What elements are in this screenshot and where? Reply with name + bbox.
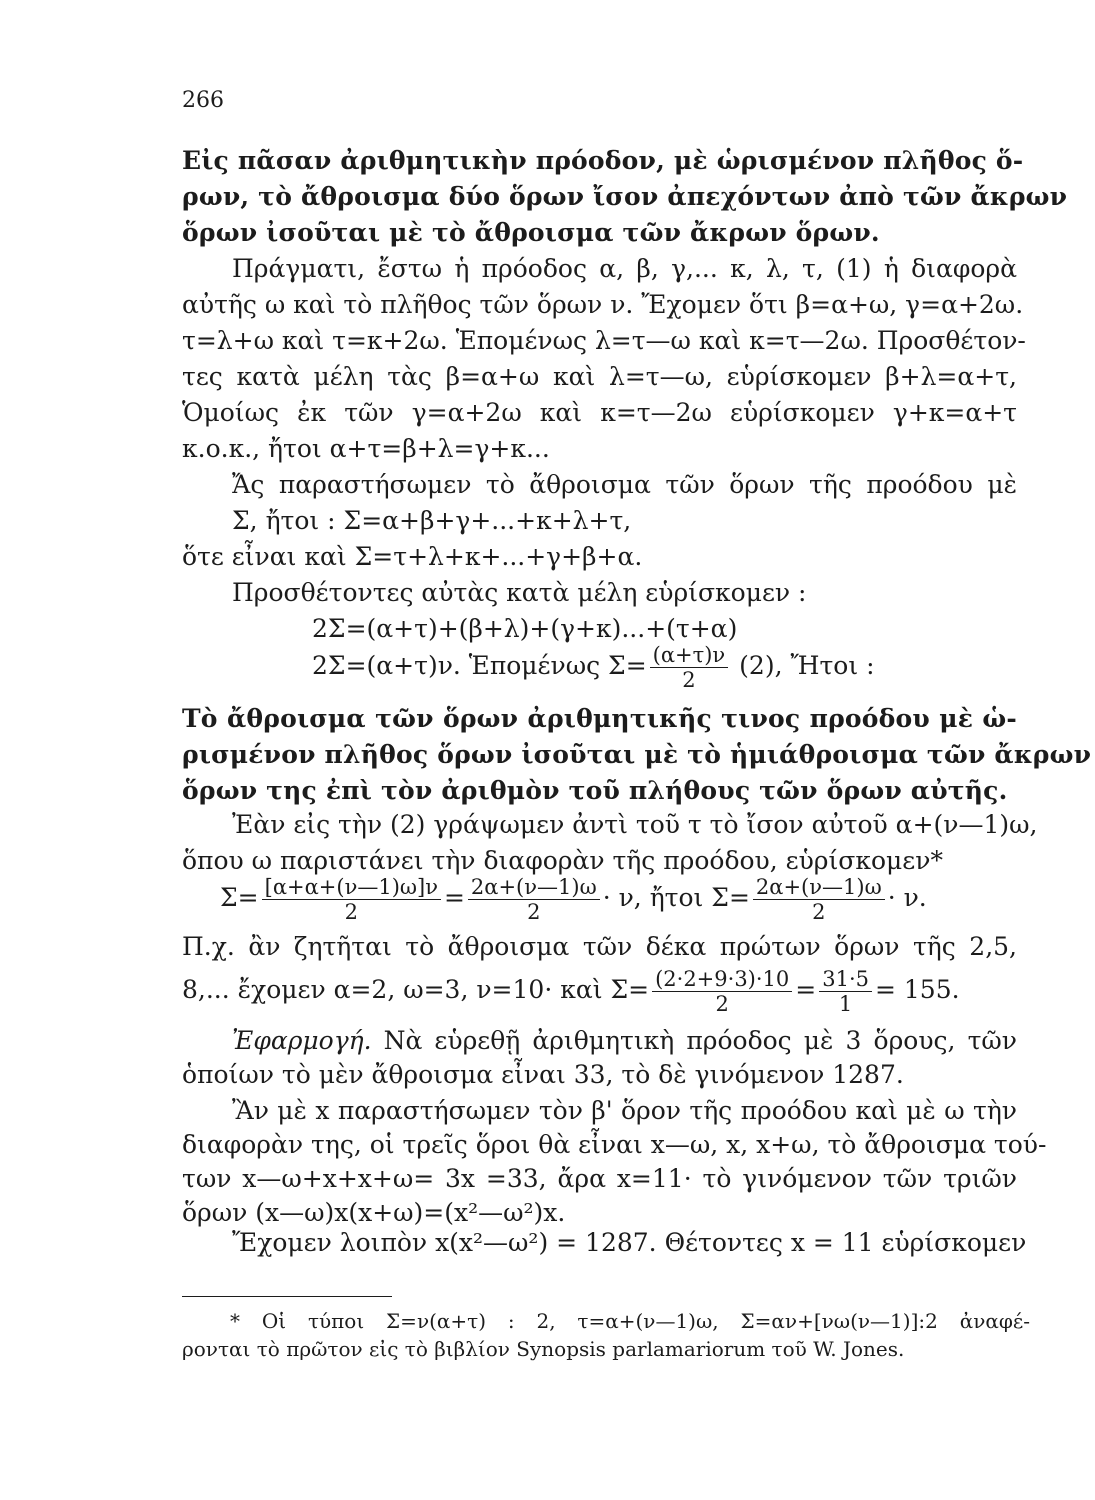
solution-line: ὅρων (x—ω)x(x+ω)=(x²—ω²)x.	[182, 1198, 566, 1227]
formula-2-right: (2), Ἤτοι :	[739, 651, 875, 680]
formula-4	[182, 960, 1017, 1020]
proof-line: Προσθέτοντες αὐτὰς κατὰ μέλη εὑρίσκομεν :	[232, 578, 807, 607]
proof-line: Ὁμοίως ἐκ τῶν γ=α+2ω καὶ κ=τ—2ω εὑρίσκομεν γ+κ=α+τ	[182, 398, 1017, 427]
formula-3-sigma: Σ=	[220, 883, 259, 912]
fraction-numerator: 2α+(ν—1)ω	[753, 875, 885, 900]
formula-4-equals: =	[795, 975, 817, 1004]
solution-line: των x—ω+x+x+ω= 3x =33, ἄρα x=11· τὸ γινόμενον τῶν τριῶν	[182, 1164, 1017, 1193]
proof-line: τες κατὰ μέλη τὰς β=α+ω καὶ λ=τ—ω, εὑρίσκομεν β+λ=α+τ,	[182, 362, 1017, 391]
formula-3-fraction-2	[468, 875, 600, 924]
formula-2	[312, 636, 1017, 696]
fraction-numerator: (2·2+9·3)·10	[652, 967, 792, 992]
theorem1-line: ὅρων ἰσοῦται μὲ τὸ ἄθροισμα τῶν ἄκρων ὅρων.	[182, 218, 880, 247]
formula-2-left: 2Σ=(α+τ)ν. Ἑπομένως Σ=	[312, 651, 647, 680]
fraction-numerator: (α+τ)ν	[650, 643, 729, 668]
formula-4-fraction-2	[819, 967, 872, 1016]
proof-line: τ=λ+ω καὶ τ=κ+2ω. Ἑπομένως λ=τ—ω καὶ κ=τ—2ω. Προσθέτον-	[182, 326, 1026, 355]
proof-line: ὅτε εἶναι καὶ Σ=τ+λ+κ+...+γ+β+α.	[182, 542, 643, 571]
proof-line: Σ, ἤτοι : Σ=α+β+γ+...+κ+λ+τ,	[232, 506, 632, 535]
theorem1-line: ρων, τὸ ἄθροισμα δύο ὅρων ἴσον ἀπεχόντων ἀπὸ τῶν ἄκρων	[182, 182, 1068, 211]
fraction-denominator: 2	[527, 900, 541, 924]
theorem2-line: Τὸ ἄθροισμα τῶν ὅρων ἀριθμητικῆς τινος προόδου μὲ ὡ-	[182, 704, 1017, 733]
footnote-line: * Οἱ τύποι Σ=ν(α+τ) : 2, τ=α+(ν—1)ω, Σ=αν+[νω(ν—1)]:2 ἀναφέ-	[230, 1309, 1030, 1333]
formula-4-result: = 155.	[875, 975, 960, 1004]
proof-line: αὐτῆς ω καὶ τὸ πλῆθος τῶν ὅρων ν. Ἔχομεν ὅτι β=α+ω, γ=α+2ω.	[182, 290, 1024, 319]
fraction-denominator: 2	[715, 992, 729, 1016]
application-text: Νὰ εὑρεθῇ ἀριθμητικὴ πρόοδος μὲ 3 ὅρους, τῶν	[383, 1026, 1017, 1055]
theorem2-line: ρισμένον πλῆθος ὅρων ἰσοῦται μὲ τὸ ἡμιάθροισμα τῶν ἄκρων	[182, 740, 1092, 769]
solution-line: Ἂν μὲ x παραστήσωμεν τὸν β' ὅρον τῆς προόδου καὶ μὲ ω τὴν	[232, 1096, 1017, 1125]
formula-3-end: · ν.	[887, 883, 927, 912]
proof-line: Πράγματι, ἔστω ἡ πρόοδος α, β, γ,... κ, λ, τ, (1) ἡ διαφορὰ	[232, 254, 1017, 283]
fraction-numerator: 2α+(ν—1)ω	[468, 875, 600, 900]
proof-line: κ.ο.κ., ἤτοι α+τ=β+λ=γ+κ...	[182, 434, 550, 463]
solution-line: Ἔχομεν λοιπὸν x(x²—ω²) = 1287. Θέτοντες x = 11 εὑρίσκομεν	[232, 1228, 1027, 1257]
text-line: ὅπου ω παριστάνει τὴν διαφορὰν τῆς προόδου, εὑρίσκομεν*	[182, 846, 943, 875]
formula-3-fraction-3	[753, 875, 885, 924]
application-line	[232, 1024, 1017, 1058]
footnote-line: ρονται τὸ πρῶτον εἰς τὸ βιβλίον Synopsis parlamariorum τοῦ W. Jones.	[182, 1337, 905, 1361]
formula-2-fraction	[650, 643, 729, 692]
application-line: ὁποίων τὸ μὲν ἄθροισμα εἶναι 33, τὸ δὲ γινόμενον 1287.	[182, 1060, 904, 1089]
example-line: Π.χ. ἂν ζητῆται τὸ ἄθροισμα τῶν δέκα πρώτων ὅρων τῆς 2,5,	[182, 932, 1017, 961]
fraction-numerator: 31·5	[819, 967, 872, 992]
fraction-numerator: [α+α+(ν—1)ω]ν	[262, 875, 441, 900]
theorem2-line: ὅρων της ἐπὶ τὸν ἀριθμὸν τοῦ πλήθους τῶν ὅρων αὐτῆς.	[182, 776, 1008, 805]
formula-4-left: 8,... ἔχομεν α=2, ω=3, ν=10· καὶ Σ=	[182, 975, 650, 1004]
fraction-denominator: 1	[838, 992, 853, 1016]
fraction-denominator: 2	[812, 900, 826, 924]
formula-4-fraction-1	[652, 967, 792, 1016]
formula-3-fraction-1	[262, 875, 441, 924]
text-line: Ἐὰν εἰς τὴν (2) γράψωμεν ἀντὶ τοῦ τ τὸ ἴσον αὐτοῦ α+(ν—1)ω,	[232, 810, 1038, 839]
proof-line: Ἄς παραστήσωμεν τὸ ἄθροισμα τῶν ὅρων τῆς προόδου μὲ	[232, 470, 1017, 499]
proof-line: 2Σ=(α+τ)+(β+λ)+(γ+κ)...+(τ+α)	[312, 614, 738, 643]
theorem1-line: Εἰς πᾶσαν ἀριθμητικὴν πρόοδον, μὲ ὡρισμένον πλῆθος ὅ-	[182, 146, 1024, 175]
footnote-rule	[182, 1296, 392, 1297]
solution-line: διαφορὰν της, οἱ τρεῖς ὅροι θὰ εἶναι x—ω, x, x+ω, τὸ ἄθροισμα τού-	[182, 1130, 1047, 1159]
fraction-denominator: 2	[344, 900, 358, 924]
fraction-denominator: 2	[682, 668, 696, 692]
formula-3-equals: =	[443, 883, 465, 912]
page-number: 266	[182, 88, 224, 113]
application-label: Ἐφαρμογή.	[232, 1026, 372, 1055]
formula-3	[220, 868, 1010, 928]
formula-3-middle: · ν, ἤτοι Σ=	[602, 883, 750, 912]
